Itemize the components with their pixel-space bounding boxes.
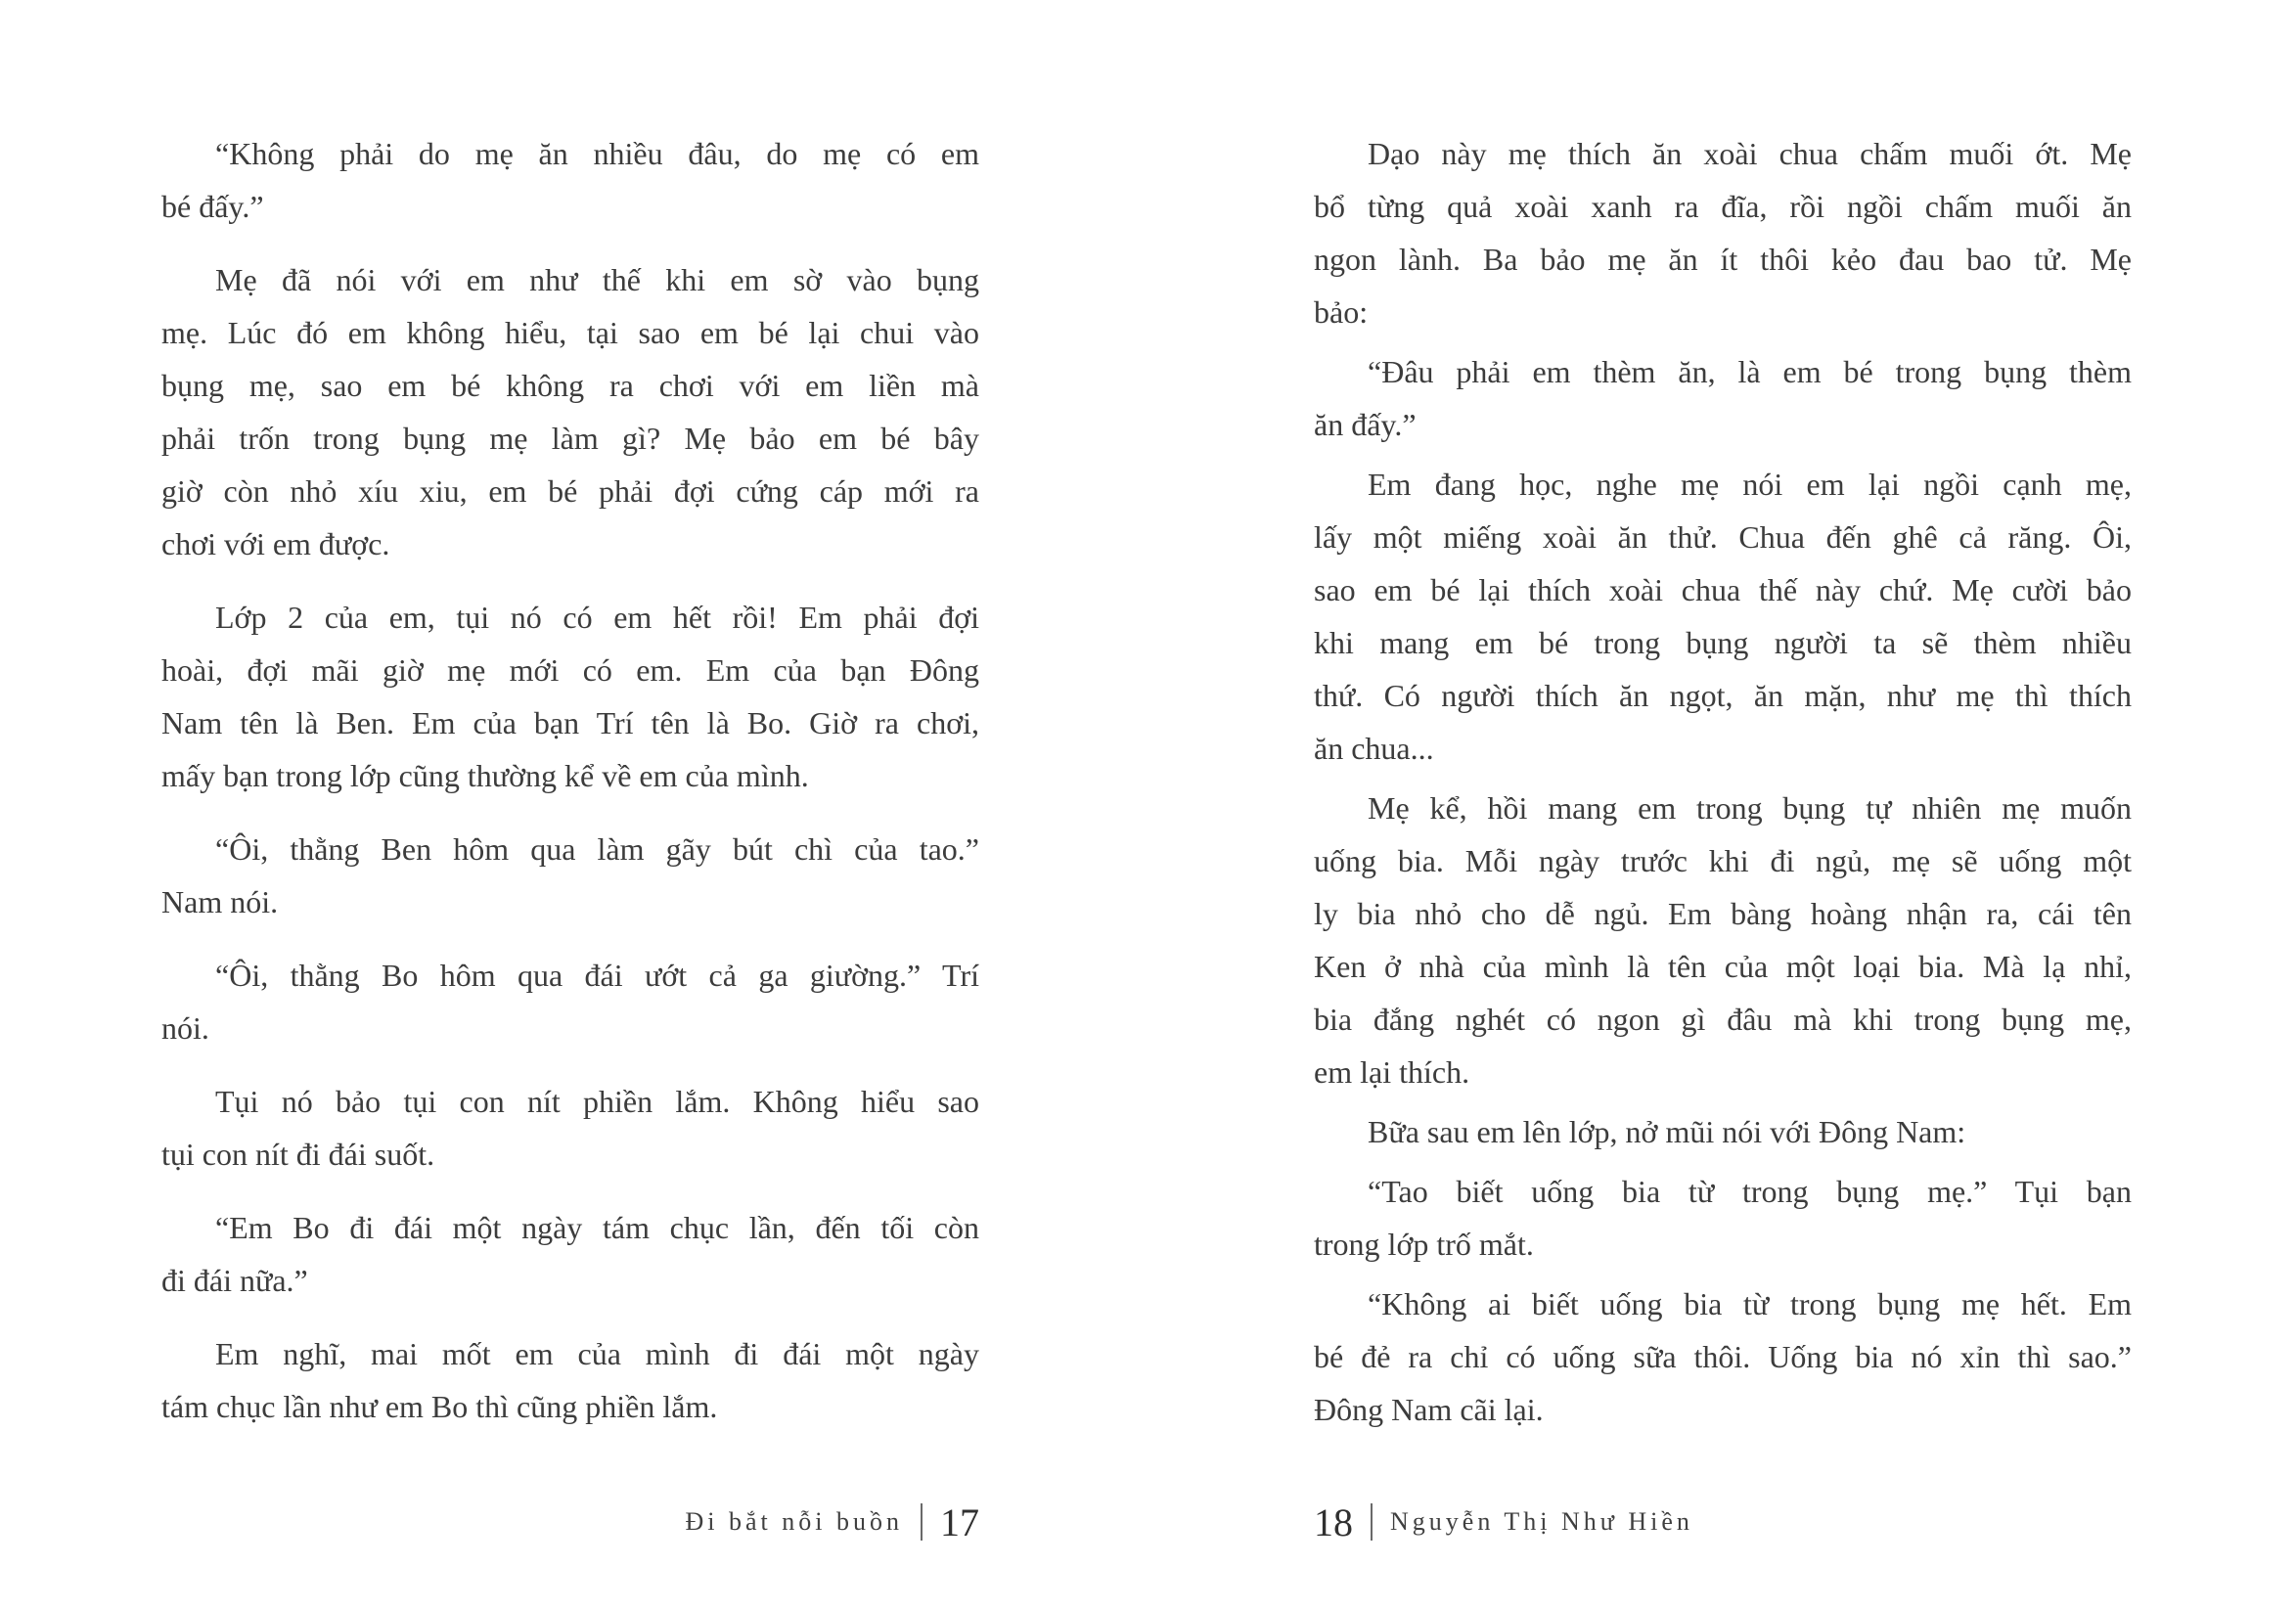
text-line: Mẹ đã nói với em như thế khi em sờ vào bụng — [215, 262, 979, 297]
text-line: Ken ở nhà của mình là tên của một loại bia. Mà lạ nhỉ, — [1314, 949, 2132, 984]
left-page-footer — [161, 1495, 979, 1549]
text-line: ly bia nhỏ cho dễ ngủ. Em bàng hoàng nhận ra, cái tên — [1314, 896, 2132, 931]
left-page-text — [161, 127, 979, 1433]
paragraph — [161, 1201, 979, 1307]
paragraph — [161, 1075, 979, 1181]
text-line: sao em bé lại thích xoài chua thế này chứ. Mẹ cười bảo — [1314, 572, 2132, 607]
text-line: uống bia. Mỗi ngày trước khi đi ngủ, mẹ sẽ uống một — [1314, 843, 2132, 878]
right-page-number: 18 — [1314, 1499, 1353, 1544]
paragraph — [1314, 1105, 2132, 1158]
text-line: “Không phải do mẹ ăn nhiều đâu, do mẹ có em — [215, 136, 979, 171]
text-line: Nam nói. — [161, 884, 279, 919]
paragraph — [161, 949, 979, 1054]
paragraph — [1314, 1277, 2132, 1436]
paragraph — [1314, 458, 2132, 775]
text-line: mẹ. Lúc đó em không hiểu, tại sao em bé lại chui vào — [161, 315, 979, 350]
text-line: Bữa sau em lên lớp, nở mũi nói với Đông Nam: — [1368, 1114, 1966, 1149]
text-line: Mẹ kể, hồi mang em trong bụng tự nhiên mẹ muốn — [1368, 790, 2132, 826]
paragraph — [1314, 345, 2132, 451]
paragraph — [1314, 1165, 2132, 1271]
paragraph — [161, 823, 979, 928]
text-line: hoài, đợi mãi giờ mẹ mới có em. Em của bạn Đông — [161, 652, 979, 688]
footer-separator-bar — [921, 1503, 923, 1541]
text-line: ăn chua... — [1314, 731, 1434, 766]
text-line: “Ôi, thằng Bo hôm qua đái ướt cả ga giường.” Trí — [215, 958, 979, 993]
paragraph — [1314, 127, 2132, 338]
paragraph — [161, 253, 979, 570]
text-line: bé đấy.” — [161, 189, 264, 224]
text-line: “Ôi, thằng Ben hôm qua làm gãy bút chì của tao.” — [215, 831, 979, 867]
text-line: Lớp 2 của em, tụi nó có em hết rồi! Em phải đợi — [215, 600, 979, 635]
text-line: thứ. Có người thích ăn ngọt, ăn mặn, như mẹ thì thích — [1314, 678, 2132, 713]
text-line: bụng mẹ, sao em bé không ra chơi với em liền mà — [161, 368, 979, 403]
text-line: Nam tên là Ben. Em của bạn Trí tên là Bo. Giờ ra chơi, — [161, 705, 979, 740]
text-line: bổ từng quả xoài xanh ra đĩa, rồi ngồi chấm muối ăn — [1314, 189, 2132, 224]
text-line: “Không ai biết uống bia từ trong bụng mẹ hết. Em — [1368, 1286, 2132, 1321]
text-line: ăn đấy.” — [1314, 407, 1417, 442]
paragraph — [161, 127, 979, 233]
paragraph — [161, 1327, 979, 1433]
text-line: Tụi nó bảo tụi con nít phiền lắm. Không hiểu sao — [215, 1084, 979, 1119]
book-title: Đi bắt nỗi buồn — [685, 1507, 903, 1536]
text-line: đi đái nữa.” — [161, 1263, 308, 1298]
text-line: bé đẻ ra chỉ có uống sữa thôi. Uống bia nó xỉn thì sao.” — [1314, 1339, 2132, 1374]
text-line: chơi với em được. — [161, 526, 390, 561]
text-line: Em đang học, nghe mẹ nói em lại ngồi cạnh mẹ, — [1368, 467, 2132, 502]
footer-separator-bar — [1371, 1503, 1373, 1541]
paragraph — [1314, 782, 2132, 1098]
text-line: giờ còn nhỏ xíu xiu, em bé phải đợi cứng cáp mới ra — [161, 473, 979, 509]
text-line: ngon lành. Ba bảo mẹ ăn ít thôi kẻo đau bao tử. Mẹ — [1314, 242, 2132, 277]
text-line: bia đắng nghét có ngon gì đâu mà khi trong bụng mẹ, — [1314, 1002, 2132, 1037]
text-line: khi mang em bé trong bụng người ta sẽ thèm nhiều — [1314, 625, 2132, 660]
text-line: em lại thích. — [1314, 1054, 1470, 1090]
text-line: bảo: — [1314, 294, 1369, 330]
text-line: “Em Bo đi đái một ngày tám chục lần, đến tối còn — [215, 1210, 979, 1245]
text-line: mấy bạn trong lớp cũng thường kể về em của mình. — [161, 758, 809, 793]
text-line: tụi con nít đi đái suốt. — [161, 1137, 435, 1172]
text-line: nói. — [161, 1010, 209, 1046]
text-line: tám chục lần như em Bo thì cũng phiền lắm. — [161, 1389, 718, 1424]
right-page-footer — [1314, 1495, 2194, 1549]
text-line: trong lớp trố mắt. — [1314, 1227, 1534, 1262]
text-line: Dạo này mẹ thích ăn xoài chua chấm muối ớt. Mẹ — [1368, 136, 2132, 171]
right-page-text — [1314, 127, 2132, 1436]
text-line: Em nghĩ, mai mốt em của mình đi đái một ngày — [215, 1336, 979, 1371]
text-line: “Đâu phải em thèm ăn, là em bé trong bụng thèm — [1368, 354, 2132, 389]
left-page-number: 17 — [940, 1499, 979, 1544]
text-line: lấy một miếng xoài ăn thử. Chua đến ghê cả răng. Ôi, — [1314, 519, 2132, 555]
text-line: phải trốn trong bụng mẹ làm gì? Mẹ bảo em bé bây — [161, 421, 979, 456]
text-line: “Tao biết uống bia từ trong bụng mẹ.” Tụi bạn — [1368, 1174, 2132, 1209]
author-name: Nguyễn Thị Như Hiền — [1390, 1507, 1693, 1536]
text-line: Đông Nam cãi lại. — [1314, 1392, 1544, 1427]
paragraph — [161, 591, 979, 802]
